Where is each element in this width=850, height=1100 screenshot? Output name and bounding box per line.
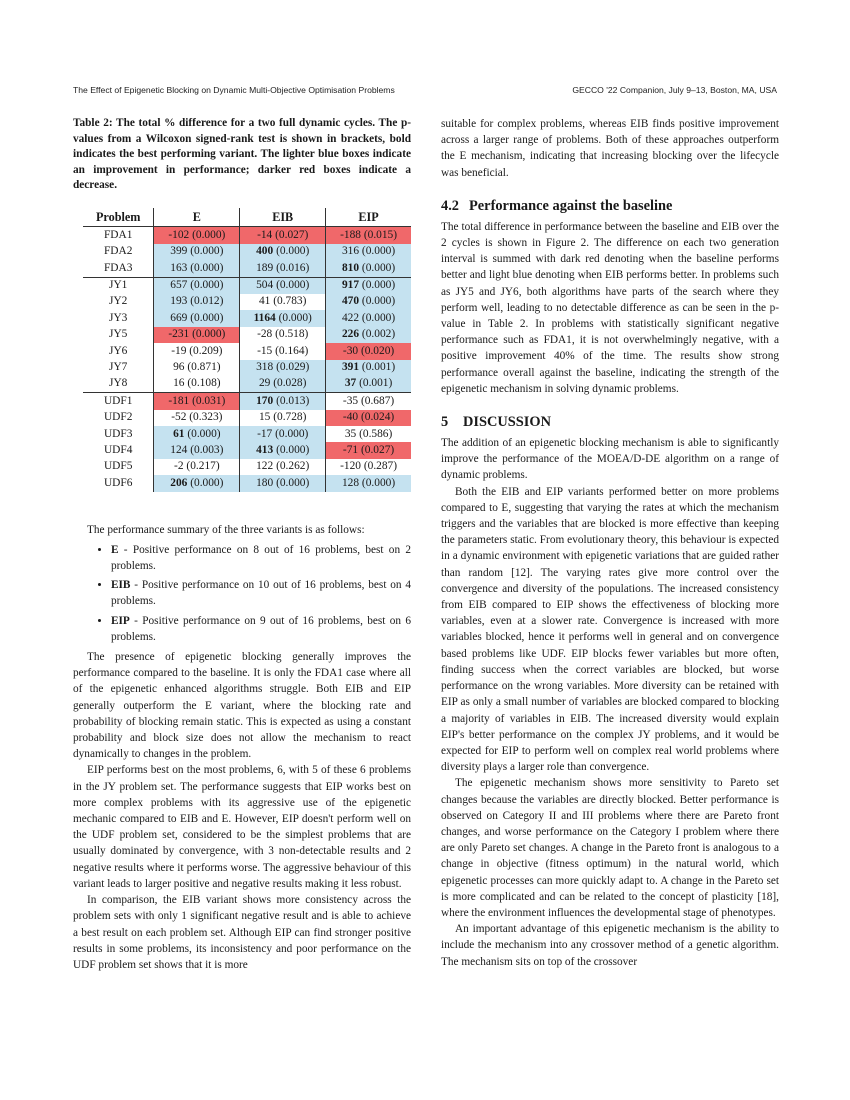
value: 226 — [341, 328, 360, 341]
paragraph: EIP performs best on the most problems, 6, with 5 of these 6 problems in the JY problem set. The performance suggests that EIP works best on more complex problems with its aggressive use of the epigenetic mechanic compared to EIB and E. However, EIP doesn't perform well on the UDF problem set, considered to be the simplest problems that are usually dominated by convergence, with 3 non-detectable results and 2 negative results where it performs worse. The aggressive behaviour of this variant leads to larger positive and negative results making it less robust. — [73, 764, 411, 890]
table-row — [83, 227, 411, 244]
p-value: (0.000) — [187, 427, 221, 440]
value-cell — [326, 343, 411, 359]
p-value: (0.013) — [276, 394, 310, 407]
problem-cell: JY5 — [109, 328, 128, 341]
value: 504 — [256, 279, 274, 292]
results-table — [83, 208, 411, 492]
value-cell — [326, 277, 411, 294]
summary-label: EIB — [111, 579, 131, 592]
value-cell — [240, 426, 326, 442]
p-value: (0.029) — [276, 360, 310, 373]
p-value: (0.002) — [361, 328, 396, 341]
summary-label: EIP — [111, 614, 130, 627]
table-caption: Table 2: The total % difference for a two full dynamic cycles. The p-values from a Wilcoxon signed-rank test is shown in brackets, bold indicates the best performing variant. The lighter blue boxes indicate an improvement in performance; darker red boxes indicate a decrease. — [73, 117, 411, 192]
summary-text: - Positive performance on 9 out of 16 problems, best on 6 problems. — [111, 614, 411, 643]
p-value: (0.000) — [361, 311, 396, 324]
running-head-title: The Effect of Epigenetic Blocking on Dynamic Multi-Objective Optimisation Problems — [73, 85, 395, 95]
table-row — [83, 459, 411, 475]
header-eip: EIP — [326, 208, 411, 227]
problem-cell: JY2 — [109, 295, 128, 308]
paragraph: The addition of an epigenetic blocking mechanism is able to significantly improve the performance of the MOEA/D-DE algorithm on a range of dynamic problems. — [441, 437, 779, 482]
value-cell — [240, 360, 326, 376]
p-value: (0.016) — [276, 261, 310, 274]
value: 391 — [341, 360, 360, 373]
value-cell — [326, 442, 411, 458]
value: -102 — [168, 228, 190, 241]
paragraph: The epigenetic mechanism shows more sensitivity to Pareto set changes because the variables are directly blocked. Better performance is observed on Category II and III problems where there are Pareto front changes, and worse performance on the Category I problem where there are only Pareto set changes. A change in the Pareto front is analogous to a change in objective (fitness optimum) in the natural world, which epigenetic processes can more quickly adapt to. A change in the Pareto set is more complicated and can be related to the concept of plasticity [18], where the environment influences the developmental stage of phenotypes. — [441, 777, 779, 919]
value: -120 — [340, 460, 361, 473]
problem-cell: JY6 — [109, 344, 128, 357]
value: 657 — [170, 279, 188, 292]
value-cell — [154, 277, 240, 294]
p-value: (0.000) — [361, 245, 396, 258]
table-row — [83, 442, 411, 458]
value-cell — [240, 244, 326, 260]
value-cell — [326, 410, 411, 426]
value-cell — [154, 426, 240, 442]
summary-item-eip — [111, 613, 411, 645]
table-row — [83, 393, 411, 410]
value: 15 — [258, 411, 271, 424]
p-value: (0.001) — [359, 377, 393, 390]
value-cell — [240, 393, 326, 410]
p-value: (0.003) — [190, 443, 224, 456]
section-title: DISCUSSION — [463, 414, 551, 431]
value-cell — [326, 475, 411, 491]
value: 206 — [170, 476, 188, 489]
problem-cell: JY8 — [109, 377, 128, 390]
value: -30 — [342, 344, 359, 357]
value-cell — [240, 327, 326, 343]
header-e: E — [154, 208, 240, 227]
p-value: (0.000) — [278, 311, 312, 324]
p-value: (0.728) — [273, 411, 307, 424]
value: 180 — [256, 476, 274, 489]
header-problem: Problem — [83, 208, 154, 227]
value: 1164 — [253, 311, 276, 324]
p-value: (0.000) — [275, 427, 309, 440]
value-cell — [154, 244, 240, 260]
paragraph: An important advantage of this epigenetic mechanism is the ability to include the mechanism into any crossover method of a genetic algorithm. The mechanism sits on top of the crossover — [441, 923, 779, 968]
value: 810 — [341, 261, 360, 274]
p-value: (0.000) — [361, 476, 396, 489]
summary-list — [73, 542, 411, 645]
section-title: Performance against the baseline — [469, 197, 673, 214]
value: 917 — [341, 279, 360, 292]
value: -17 — [257, 427, 273, 440]
value-cell — [154, 310, 240, 326]
value: 399 — [170, 245, 188, 258]
value: -35 — [342, 394, 359, 407]
p-value: (0.262) — [276, 460, 310, 473]
value: 189 — [256, 261, 274, 274]
value-cell — [154, 459, 240, 475]
p-value: (0.000) — [276, 476, 310, 489]
value-cell — [326, 244, 411, 260]
p-value: (0.000) — [361, 279, 396, 292]
table-row — [83, 410, 411, 426]
value-cell — [326, 227, 411, 244]
value: 41 — [258, 295, 271, 308]
value-cell — [240, 277, 326, 294]
p-value: (0.001) — [361, 360, 396, 373]
value: 96 — [173, 360, 185, 373]
value: 37 — [344, 377, 357, 390]
problem-cell: FDA2 — [103, 245, 133, 258]
value: -52 — [171, 411, 187, 424]
p-value: (0.024) — [360, 411, 395, 424]
table-row — [83, 343, 411, 359]
p-value: (0.027) — [360, 443, 395, 456]
value-cell — [154, 227, 240, 244]
value-cell — [240, 227, 326, 244]
p-value: (0.031) — [192, 394, 226, 407]
p-value: (0.217) — [186, 460, 220, 473]
section-heading-5 — [441, 413, 779, 431]
value: 122 — [256, 460, 274, 473]
value-cell — [154, 327, 240, 343]
p-value: (0.000) — [361, 261, 396, 274]
value: 422 — [341, 311, 360, 324]
p-value: (0.209) — [189, 344, 223, 357]
header-eib: EIB — [240, 208, 326, 227]
problem-cell: JY1 — [83, 277, 154, 294]
paragraph: Both the EIB and EIP variants performed better on more problems compared to E, suggesting that varying the rates at which the mechanism triggers and the variables that are blocked is more effective than keeping the parameters static. From evolutionary theory, this behaviour is expected in a dynamic environment with epigenetic variations that are guided rather than random [12]. The varying rates give more control over the convergence and diversity of the populations. The increased consistency from EIB compared to EIP shows the effectiveness of blocking more variables, even at a slower rate. Convergence is increased with more variables blocked, hence it performs well in general and on convergence based problems like UDF. EIP blocks fewer variables but more often, finding success when the correct variables are blocked, but worse performance on the wrong variables. More diversity can be retained with EIP as only a small number of variables are blocked compared to blocking a majority of variables in EIB. The increased diversity would explain EIP's better performance on the complex JY problems, and it would be expected for EIP to perform well on complex real world problems where diversity plays a larger role than convergence. — [441, 485, 779, 774]
value-cell — [154, 343, 240, 359]
problem-cell: JY7 — [109, 360, 128, 373]
problem-cell: UDF3 — [103, 427, 133, 440]
p-value: (0.000) — [190, 261, 224, 274]
p-value: (0.164) — [275, 344, 309, 357]
table-row — [83, 327, 411, 343]
value: -40 — [342, 411, 359, 424]
p-value: (0.687) — [360, 394, 395, 407]
value: 316 — [341, 245, 360, 258]
continuation-paragraph: suitable for complex problems, whereas EIB finds positive improvement across a larger range of problems. Both of these approaches outperform the E mechanism, indicating that increasing blocking over the lifecycle was beneficial. — [441, 118, 779, 179]
table-row — [83, 277, 411, 294]
value: 128 — [341, 476, 360, 489]
p-value: (0.000) — [276, 245, 310, 258]
value-cell — [326, 327, 411, 343]
value: -19 — [171, 344, 187, 357]
value-cell — [326, 260, 411, 277]
p-value: (0.323) — [189, 411, 223, 424]
p-value: (0.000) — [192, 228, 226, 241]
value: -231 — [168, 328, 190, 341]
value: -71 — [342, 443, 359, 456]
table-row — [83, 360, 411, 376]
value: 16 — [173, 377, 185, 390]
paragraph: The presence of epigenetic blocking generally improves the performance compared to the baseline. It is only the FDA1 case where all of the epigenetic enhanced algorithms struggle. Both EIB and EIP generally outperform the E variant, where the blocking rate and probability of blocking remain static. This is expected as using a constant probability and block size does not allow the mechanism to react dynamically to changes in the problem. — [73, 651, 411, 761]
problem-cell: UDF4 — [103, 443, 133, 456]
summary-item-e — [111, 542, 411, 574]
p-value: (0.020) — [360, 344, 395, 357]
value-cell — [154, 393, 240, 410]
value: -2 — [174, 460, 184, 473]
value-cell — [154, 260, 240, 277]
value-cell — [240, 459, 326, 475]
value-cell — [240, 410, 326, 426]
value: 163 — [170, 261, 188, 274]
p-value: (0.000) — [190, 245, 224, 258]
summary-item-eib — [111, 577, 411, 609]
table-row — [83, 310, 411, 326]
summary-text: - Positive performance on 10 out of 16 problems, best on 4 problems. — [111, 579, 411, 608]
value: 400 — [256, 245, 274, 258]
value-cell — [154, 294, 240, 310]
table-row — [83, 376, 411, 393]
problem-cell: FDA3 — [103, 261, 133, 274]
table-row — [83, 475, 411, 491]
value: 124 — [170, 443, 188, 456]
paragraph: The total difference in performance between the baseline and EIB over the 2 cycles is shown in Figure 2. The difference on each two generation interval is summed with dark red denoting when the baseline performs better and light blue denoting when EIB performs better. In problems such as JY5 and JY6, both algorithms have parts of the search where they perform well, leading to no detectable difference as can be seen in the p-value in Table 2. In problems with statistically significant negative performance such as FDA1, it is not overwhelmingly negative, with a positive improvement 40% of the time. The results show strong performance overall against the baseline, indicating the strength of the epigenetic mechanism in solving dynamic problems. — [441, 220, 779, 395]
right-column — [441, 116, 779, 970]
section-heading-4-2 — [441, 197, 779, 215]
value-cell — [326, 459, 411, 475]
value-cell — [240, 310, 326, 326]
section-number: 5 — [441, 414, 449, 431]
table-body — [83, 227, 411, 492]
p-value: (0.000) — [276, 443, 310, 456]
table-header-row — [83, 208, 411, 227]
p-value: (0.287) — [363, 460, 398, 473]
value-cell — [154, 475, 240, 491]
section-number: 4.2 — [441, 197, 459, 214]
value: 669 — [170, 311, 188, 324]
p-value: (0.871) — [187, 360, 221, 373]
p-value: (0.000) — [276, 279, 310, 292]
value: -14 — [257, 228, 273, 241]
problem-cell: FDA1 — [103, 228, 133, 241]
value-cell — [326, 310, 411, 326]
left-column — [73, 116, 411, 973]
summary-text: - Positive performance on 8 out of 16 problems, best on 2 problems. — [111, 543, 411, 573]
p-value: (0.000) — [192, 328, 226, 341]
value-cell — [240, 260, 326, 277]
p-value: (0.108) — [187, 377, 221, 390]
p-value: (0.586) — [359, 427, 393, 440]
value: -188 — [340, 228, 361, 241]
p-value: (0.518) — [275, 328, 309, 341]
p-value: (0.000) — [190, 279, 224, 292]
problem-cell: UDF5 — [103, 460, 133, 473]
value-cell — [240, 475, 326, 491]
value-cell — [326, 294, 411, 310]
problem-cell: UDF2 — [103, 411, 133, 424]
paragraph: In comparison, the EIB variant shows more consistency across the problem sets with only 1 significant negative result and is able to achieve a best result on each problem set. Although EIP can find stronger positive results in some problems, its inconsistency and poor performance on the UDF problem set shows that it is more — [73, 894, 411, 971]
p-value: (0.027) — [275, 228, 309, 241]
value-cell — [240, 442, 326, 458]
value-cell — [154, 410, 240, 426]
value-cell — [326, 376, 411, 393]
p-value: (0.012) — [190, 295, 224, 308]
table-row — [83, 294, 411, 310]
table-row — [83, 244, 411, 260]
p-value: (0.015) — [363, 228, 398, 241]
p-value: (0.028) — [273, 377, 307, 390]
p-value: (0.000) — [190, 476, 224, 489]
table-row — [83, 260, 411, 277]
value: -28 — [257, 328, 273, 341]
value-cell — [326, 360, 411, 376]
value: 29 — [258, 377, 271, 390]
value: 61 — [173, 427, 185, 440]
p-value: (0.783) — [273, 295, 307, 308]
p-value: (0.000) — [361, 295, 396, 308]
value-cell — [154, 360, 240, 376]
value-cell — [240, 343, 326, 359]
value: -181 — [168, 394, 190, 407]
value-cell — [240, 376, 326, 393]
summary-intro: The performance summary of the three variants is as follows: — [87, 523, 365, 536]
problem-cell: JY3 — [109, 311, 128, 324]
value: 193 — [170, 295, 188, 308]
value-cell — [240, 294, 326, 310]
problem-cell: UDF1 — [83, 393, 154, 410]
summary-label: E — [111, 543, 119, 556]
p-value: (0.000) — [190, 311, 224, 324]
value: 318 — [256, 360, 274, 373]
value: 35 — [344, 427, 357, 440]
running-head-venue: GECCO '22 Companion, July 9–13, Boston, MA, USA — [572, 85, 777, 95]
problem-cell: UDF6 — [103, 476, 133, 489]
value: -15 — [257, 344, 273, 357]
value-cell — [326, 426, 411, 442]
table-row — [83, 426, 411, 442]
value-cell — [154, 376, 240, 393]
value-cell — [154, 442, 240, 458]
value: 170 — [256, 394, 274, 407]
value: 413 — [256, 443, 274, 456]
value-cell — [326, 393, 411, 410]
value: 470 — [341, 295, 360, 308]
